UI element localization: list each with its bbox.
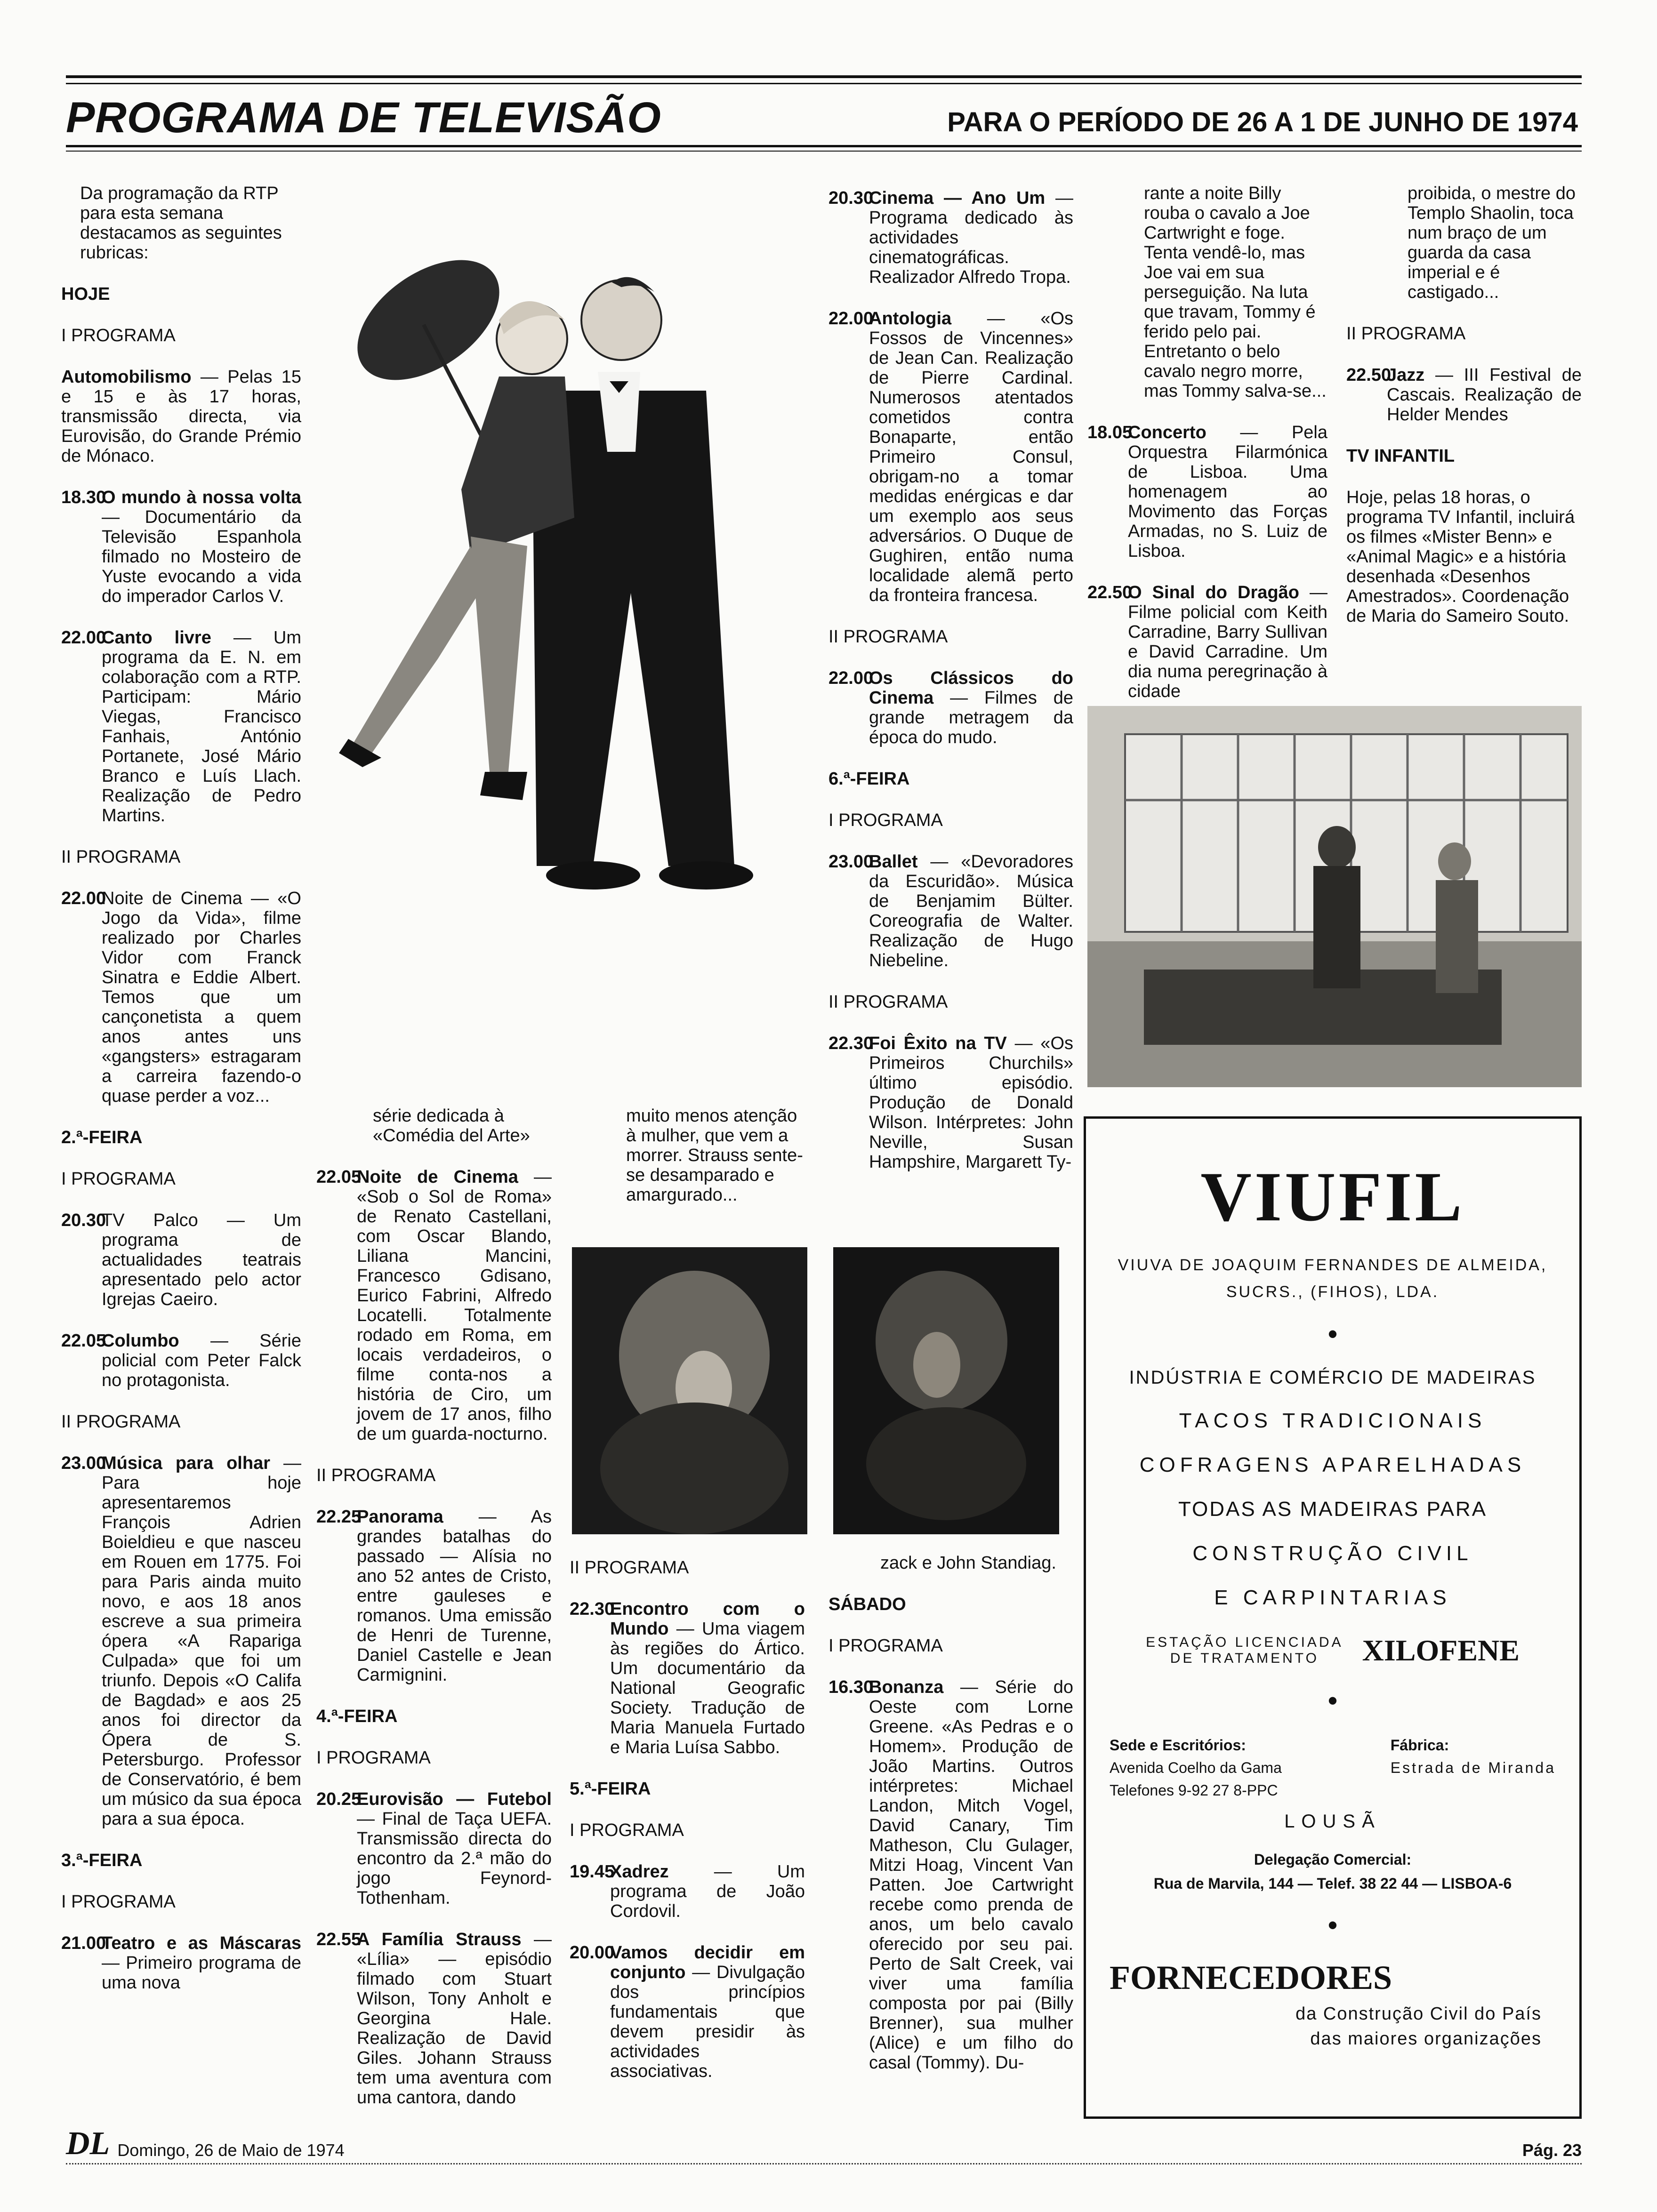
listing-time: 22.00 <box>828 309 874 329</box>
listing-text: — «Devoradores da Escuridão». Música de Benjamim Bülter. Coreografia de Walter. Realização de Hugo Niebeline. <box>869 852 1074 970</box>
building-illustration <box>1087 706 1582 1087</box>
bullet-icon: • <box>1327 1318 1338 1350</box>
page-footer <box>66 2127 1582 2164</box>
channel-heading: II PROGRAMA <box>570 1558 689 1578</box>
continuation-text: rante a noite Billy rouba o cavalo a Joe Cartwright e foge. Tenta vendê-lo, mas Joe vai em sua perseguição. Na luta que travam, Tommy é ferido pelo pai. Entretanto o belo cavalo negro morre, mas Tommy salva-se... <box>1144 184 1327 401</box>
ad-delegacao-address: Rua de Marvila, 144 — Telef. 38 22 44 — LISBOA-6 <box>1153 1875 1512 1892</box>
listing-entry <box>1087 423 1327 561</box>
listing-text: — Série do Oeste com Lorne Greene. «As Pedras e o Homem». Produção de João Martins. Outros intérpretes: Michael Landon, Mitch Vogel, David Canary, Tim Matheson, Clu Gulager, Mitzi Hoag, Vincent Van Patten. Joe Cartwright recebe como prenda de anos, um belo cavalo oferecido por seu pai. Perto de Salt Creek, vai viver uma família composta por pai (Billy Brenner), sua mulher (Alice) e um filho do casal (Tommy). Du- <box>869 1677 1074 2073</box>
listing-text: — As grandes batalhas do passado — Alísia no ano 52 antes de Cristo, entre gauleses e romanos. Uma emissão de Henri de Turenne, Daniel Castelle e Jean Carmignini. <box>357 1507 552 1685</box>
listing-time: 20.00 <box>570 1943 615 1963</box>
top-rule <box>66 75 1582 78</box>
day-heading-friday: 6.ª-FEIRA <box>828 769 910 789</box>
photo-couple <box>330 254 800 1064</box>
listing-time: 20.30 <box>61 1210 106 1230</box>
listing-text: — Série policial com Peter Falck no protagonista. <box>102 1331 301 1390</box>
column-3 <box>570 1106 805 1226</box>
ad-addresses <box>1086 1734 1579 1802</box>
listing-time: 23.00 <box>828 852 874 872</box>
ad-station-line: DE TRATAMENTO <box>1170 1651 1319 1666</box>
listing-title: Vamos decidir em conjunto <box>610 1943 805 1982</box>
listing-time: 18.05 <box>1087 423 1133 442</box>
listing-title: Ballet <box>869 852 918 872</box>
ad-fabrica-address: Estrada de Miranda <box>1390 1759 1556 1776</box>
listing-entry <box>828 188 1073 287</box>
channel-heading: I PROGRAMA <box>828 810 943 830</box>
listing-title: Canto livre <box>102 628 211 648</box>
listing-entry <box>316 1167 552 1444</box>
listing-entry <box>1087 583 1327 701</box>
listing-title: O Sinal do Dragão <box>1128 583 1299 602</box>
page-number: Pág. 23 <box>1522 2140 1582 2160</box>
ad-fabrica <box>1391 1734 1556 1802</box>
bullet-icon: • <box>1327 1685 1338 1716</box>
ad-xilofene-block <box>1086 1633 1579 1668</box>
ad-delegacao-label: Delegação Comercial: <box>1254 1851 1412 1868</box>
ad-sede-address: Avenida Coelho da Gama <box>1110 1759 1282 1776</box>
listing-text: — Filme policial com Keith Carradine, Barry Sullivan e David Carradine. Um dia numa peregrinação à cidade <box>1128 583 1327 701</box>
photo-lady-portrait <box>833 1247 1059 1534</box>
footer-left <box>66 2127 345 2160</box>
ad-fabrica-label: Fábrica: <box>1390 1737 1449 1754</box>
listing-time: 19.45 <box>570 1862 615 1882</box>
ad-sede-phone: Telefones 9-92 27 8-PPC <box>1110 1782 1278 1799</box>
listing-entry <box>570 1943 805 2081</box>
listing-title: Automobilismo <box>61 367 192 387</box>
top-rule-thin <box>66 83 1582 84</box>
ad-sede <box>1110 1734 1282 1802</box>
channel-heading: II PROGRAMA <box>1346 324 1466 344</box>
couple-illustration <box>330 254 800 1064</box>
listing-entry <box>61 628 301 825</box>
section-heading-kids: TV INFANTIL <box>1346 446 1455 466</box>
listing-time: 22.05 <box>316 1167 362 1187</box>
listing-text: — «Sob o Sol de Roma» de Renato Castellani, com Oscar Blando, Liliana Mancini, Francesco Gdisano, Eurico Fabrini, Alfredo Locatelli. Totalmente rodado em Roma, em locais verdadeiros, o filme conta-nos a história de Ciro, um jovem de 17 anos, filho de um guarda-nocturno. <box>357 1167 552 1444</box>
listing-time: 23.00 <box>61 1453 106 1473</box>
ad-fornecedores: FORNECEDORES <box>1110 1959 1392 1996</box>
listing-title: Cinema — Ano Um <box>869 188 1046 208</box>
listing-time: 22.05 <box>61 1331 106 1351</box>
listing-entry <box>61 889 301 1106</box>
listing-time: 21.00 <box>61 1933 106 1953</box>
listing-time: 22.50 <box>1346 365 1392 385</box>
listing-title: Panorama <box>357 1507 443 1527</box>
portrait-illustration <box>833 1247 1059 1534</box>
listing-title: Os Clássicos do Cinema <box>869 668 1073 708</box>
listing-title: Teatro e as Máscaras <box>102 1933 301 1953</box>
listing-entry <box>316 1507 552 1685</box>
listing-entry <box>316 1789 552 1908</box>
channel-heading: II PROGRAMA <box>316 1466 436 1485</box>
listing-entry <box>61 1331 301 1390</box>
listing-text: — Primeiro programa de uma nova <box>102 1953 301 1993</box>
listing-time: 22.00 <box>61 628 106 648</box>
channel-heading: II PROGRAMA <box>61 1412 181 1432</box>
page-title: PROGRAMA DE TELEVISÃO <box>66 94 661 142</box>
listing-title: Noite de Cinema <box>102 889 242 908</box>
ad-line: COFRAGENS APARELHADAS <box>1139 1453 1526 1476</box>
photo-strauss-portrait <box>572 1247 807 1534</box>
listing-text: — Final de Taça UEFA. Transmissão directa do encontro da 2.ª mão do jogo Feynord-Tothenham. <box>357 1809 552 1908</box>
column-3-lower <box>570 1558 805 2103</box>
ad-company-line: SUCRS., (FIHOS), LDA. <box>1226 1283 1440 1301</box>
ad-company-line: VIUVA DE JOAQUIM FERNANDES DE ALMEIDA, <box>1118 1256 1548 1274</box>
listing-text: — Pelas 15 e 15 e às 17 horas, transmissão directa, via Eurovisão, do Grande Prémio de Mónaco. <box>61 367 301 466</box>
listing-entry <box>570 1862 805 1921</box>
newspaper-logo: DL <box>66 2125 110 2162</box>
channel-heading: I PROGRAMA <box>828 1636 943 1656</box>
portrait-illustration <box>572 1247 807 1534</box>
column-5 <box>1087 184 1327 723</box>
listing-title: TV Palco <box>102 1210 198 1230</box>
ad-station-line: ESTAÇÃO LICENCIADA <box>1146 1635 1343 1650</box>
listing-entry <box>1346 365 1582 425</box>
day-heading-monday: 2.ª-FEIRA <box>61 1128 143 1147</box>
listing-time: 22.55 <box>316 1930 362 1949</box>
listing-time: 20.30 <box>828 188 874 208</box>
listing-entry <box>61 488 301 606</box>
channel-heading: I PROGRAMA <box>570 1820 684 1840</box>
day-heading-tuesday: 3.ª-FEIRA <box>61 1851 143 1870</box>
day-heading-today: HOJE <box>61 284 110 304</box>
ad-tagline: das maiores organizações <box>1310 2029 1542 2049</box>
ad-town: LOUSÃ <box>1284 1811 1381 1832</box>
bullet-icon: • <box>1327 1909 1338 1941</box>
listing-title: Foi Êxito na TV <box>869 1034 1007 1053</box>
ad-sede-label: Sede e Escritórios: <box>1110 1737 1246 1754</box>
day-heading-wednesday: 4.ª-FEIRA <box>316 1707 398 1726</box>
ad-line: TACOS TRADICIONAIS <box>1179 1409 1487 1432</box>
listing-time: 18.30 <box>61 488 106 507</box>
listing-title: Encontro com o Mundo <box>610 1599 805 1639</box>
listing-time: 22.00 <box>828 668 874 688</box>
listing-title: Xadrez <box>610 1862 669 1882</box>
listing-entry <box>570 1599 805 1757</box>
listing-text: — Um programa da E. N. em colaboração com a RTP. Participam: Mário Viegas, Francisco Fanhais, António Portanete, José Mário Branco e Luís Llach. Realização de Pedro Martins. <box>102 628 302 825</box>
channel-heading: I PROGRAMA <box>61 1169 176 1189</box>
channel-heading: I PROGRAMA <box>61 326 176 345</box>
listing-entry <box>828 852 1073 970</box>
kids-text: Hoje, pelas 18 horas, o programa TV Infantil, incluirá os filmes «Mister Benn» e «Animal Magic» e a história desenhada «Desenhos Amestrados». Coordenação de Maria do Sameiro Souto. <box>1346 488 1575 626</box>
listing-title: Jazz <box>1387 365 1425 385</box>
photo-building <box>1087 706 1582 1087</box>
continuation-text: proibida, o mestre do Templo Shaolin, toca num braço de um guarda da casa imperial e é castigado... <box>1408 184 1576 302</box>
channel-heading: I PROGRAMA <box>316 1748 431 1768</box>
ad-line: E CARPINTARIAS <box>1214 1586 1451 1609</box>
listing-text: — Um programa de actualidades teatrais apresentado pelo actor Igrejas Caeiro. <box>102 1210 302 1309</box>
listing-entry <box>828 309 1073 605</box>
footer-bar <box>66 2127 1582 2164</box>
listing-text: — «Os Fossos de Vincennes» de Jean Can. Realização de Pierre Cardinal. Numerosos atentados cometidos contra Bonaparte, então Primeiro Consul, obrigam-no a tomar medidas enérgicas e dar um exemplo aos seus adversários. O Duque de Gughiren, então numa localidade alemã perto da fronteira francesa. <box>869 309 1074 605</box>
ad-line: CONSTRUÇÃO CIVIL <box>1192 1542 1473 1565</box>
listing-entry <box>828 1677 1073 2073</box>
listing-title: Antologia <box>869 309 952 329</box>
column-1 <box>61 184 301 2014</box>
day-heading-thursday: 5.ª-FEIRA <box>570 1779 651 1799</box>
intro-text: Da programação da RTP para esta semana destacamos as seguintes rubricas: <box>80 184 282 263</box>
column-6 <box>1346 184 1582 648</box>
listing-title: O mundo à nossa volta <box>102 488 301 507</box>
listing-text: — Programa dedicado às actividades cinematográficas. Realizador Alfredo Tropa. <box>869 188 1073 287</box>
listing-text: — Pela Orquestra Filarmónica de Lisboa. Uma homenagem ao Movimento das Forças Armadas, no S. Luiz de Lisboa. <box>1128 423 1327 561</box>
listing-entry <box>61 367 301 466</box>
title-rule <box>66 145 1582 147</box>
continuation-text: série dedicada à «Comédia del Arte» <box>373 1106 530 1146</box>
listing-text: — «Os Primeiros Churchils» último episódio. Produção de Donald Wilson. Intérpretes: John Neville, Susan Hampshire, Margarett Ty- <box>869 1034 1074 1172</box>
listing-time: 22.30 <box>828 1034 874 1053</box>
channel-heading: I PROGRAMA <box>61 1892 176 1912</box>
listing-time: 20.25 <box>316 1789 362 1809</box>
listing-title: Noite de Cinema <box>357 1167 518 1187</box>
listing-text: — Filmes de grande metragem da época do mudo. <box>869 688 1073 747</box>
listing-text: — Um programa de João Cordovil. <box>610 1862 805 1921</box>
listing-text: — Para hoje apresentaremos François Adrien Boieldieu e que nasceu em Rouen em 1775. Foi para Paris ainda muito novo, e aos 18 anos escreve a sua primeira ópera «A Rapariga Culpada» que foi um triunfo. Depois «O Califa de Bagdad» e aos 25 anos foi director da Ópera de S. Petersburgo. Professor de Conservatório, é bem um músico da sua época para a sua época. <box>102 1453 301 1829</box>
column-4-lower <box>828 1553 1073 2094</box>
column-4 <box>828 188 1073 1194</box>
column-2 <box>316 1106 552 2129</box>
ad-station <box>1146 1635 1343 1667</box>
listing-time: 22.30 <box>570 1599 615 1619</box>
listing-title: Bonanza <box>869 1677 944 1697</box>
channel-heading: II PROGRAMA <box>828 627 948 647</box>
listing-text: — Divulgação dos princípios fundamentais que devem presidir às actividades associativas. <box>610 1963 805 2081</box>
continuation-text: muito menos atenção à mulher, que vem a morrer. Strauss sente-se desamparado e amargurado... <box>626 1106 803 1205</box>
channel-heading: II PROGRAMA <box>61 847 181 867</box>
listing-title: A Família Strauss <box>357 1930 522 1949</box>
ad-line: TODAS AS MADEIRAS PARA <box>1178 1498 1488 1521</box>
period-heading: PARA O PERÍODO DE 26 A 1 DE JUNHO DE 1974 <box>947 107 1578 137</box>
listing-time: 22.50 <box>1087 583 1133 602</box>
listing-text: — «O Jogo da Vida», filme realizado por Charles Vidor com Franck Sinatra e Eddie Albert. Temos que um cançonetista a quem anos antes uns «gangsters» estragaram a carreira fazendo-o quase perder a voz... <box>102 889 301 1106</box>
footer-date: Domingo, 26 de Maio de 1974 <box>117 2140 345 2160</box>
channel-heading: II PROGRAMA <box>828 992 948 1012</box>
listing-text: — Documentário da Televisão Espanhola filmado no Mosteiro de Yuste evocando a vida do imperador Carlos V. <box>102 507 301 606</box>
listing-time: 16.30 <box>828 1677 874 1697</box>
listing-entry <box>61 1453 301 1829</box>
ad-line: INDÚSTRIA E COMÉRCIO DE MADEIRAS <box>1129 1367 1536 1388</box>
listing-entry <box>61 1933 301 1993</box>
listing-title: Concerto <box>1128 423 1207 442</box>
listing-text: — Uma viagem às regiões do Ártico. Um documentário da National Geografic Society. Tradução de Maria Manuela Furtado e Maria Luísa Sabbo. <box>610 1619 805 1757</box>
title-rule-thin <box>66 151 1582 152</box>
listing-text: — III Festival de Cascais. Realização de Helder Mendes <box>1387 365 1582 425</box>
listing-entry <box>61 1210 301 1309</box>
listing-text: — «Lília» — episódio filmado com Stuart Wilson, Tony Anholt e Georgina Hale. Realização de David Giles. Johann Strauss tem uma aventura com uma cantora, dando <box>357 1930 552 2108</box>
listing-time: 22.00 <box>61 889 106 908</box>
listing-title: Eurovisão — Futebol <box>357 1789 552 1809</box>
listing-time: 22.25 <box>316 1507 362 1527</box>
ad-tagline: da Construção Civil do País <box>1295 2004 1542 2024</box>
listing-entry <box>828 668 1073 747</box>
continuation-text: zack e John Standiag. <box>880 1553 1056 1573</box>
listing-entry <box>316 1930 552 2108</box>
ad-xilofene: XILOFENE <box>1362 1634 1520 1667</box>
advertisement-viufil <box>1084 1116 1582 2119</box>
day-heading-saturday: SÁBADO <box>828 1595 906 1614</box>
listing-title: Columbo <box>102 1331 179 1351</box>
listing-entry <box>828 1034 1073 1172</box>
ad-brand: VIUFIL <box>1200 1158 1465 1236</box>
listing-title: Música para olhar <box>102 1453 270 1473</box>
